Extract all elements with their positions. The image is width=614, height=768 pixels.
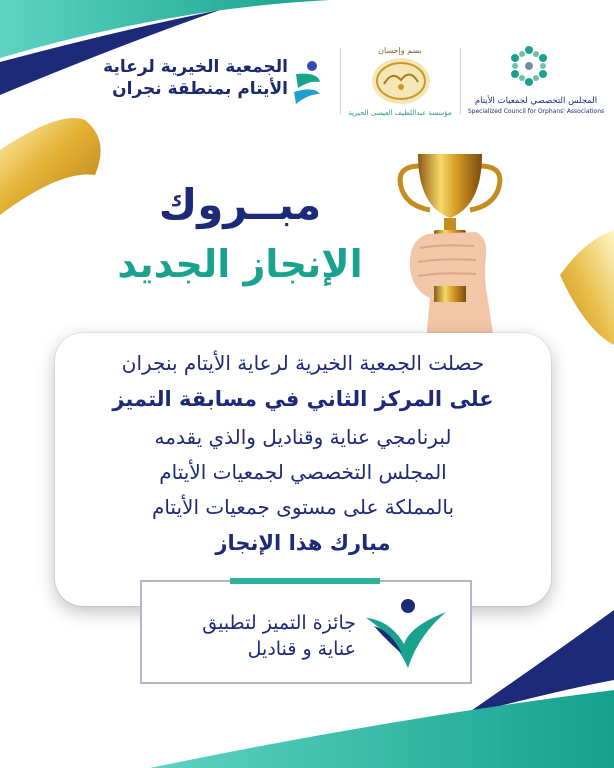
- council-name-ar: المجلس التخصصي لجمعيات الأيتام: [474, 96, 598, 106]
- message-line-4: المجلس التخصصي لجمعيات الأيتام: [159, 460, 447, 484]
- message-line-5: بالمملكة على مستوى جمعيات الأيتام: [151, 495, 455, 519]
- foundation-emblem-icon: [370, 56, 432, 106]
- charity-name-line2: الأيتام بمنطقة نجران: [112, 79, 288, 99]
- message-line-2: على المركز الثاني في مسابقة التميز: [112, 387, 494, 411]
- message-line-6: مبارك هذا الإنجاز: [215, 531, 391, 555]
- charity-logo-text: [88, 56, 288, 100]
- trophy-hand-image: [390, 148, 510, 340]
- message-line-3: لبرنامجي عناية وقناديل والذي يقدمه: [154, 425, 452, 449]
- bottom-teal-swoosh: [150, 690, 614, 768]
- message-line-1: حصلت الجمعية الخيرية لرعاية الأيتام بنجران: [121, 351, 485, 375]
- header-divider-1: [340, 48, 341, 114]
- header: [0, 38, 614, 128]
- foundation-small-top: بسم وإحسان: [378, 46, 422, 55]
- headline-new-achievement: الإنجاز الجديد: [117, 242, 363, 286]
- award-top-bar: [230, 578, 380, 584]
- gold-ribbon-left: [0, 118, 101, 215]
- council-star-logo-icon: [505, 42, 553, 90]
- council-name-en: Specialized Council for Orphans' Associations: [467, 108, 605, 115]
- award-person-logo-icon: [360, 596, 452, 670]
- award-box: [140, 580, 472, 684]
- foundation-name: مؤسسة عبداللطيف العيسى الخيرية: [348, 109, 452, 117]
- award-line-1: جائزة التميز لتطبيق: [202, 612, 356, 634]
- headline-congrats: مبــروك: [158, 180, 322, 229]
- gold-ribbon-right: [560, 230, 614, 345]
- charity-logo-icon: [290, 60, 326, 108]
- header-divider-2: [460, 48, 461, 114]
- message-card: [55, 333, 551, 606]
- charity-name-line1: الجمعية الخيرية لرعاية: [103, 57, 288, 77]
- award-text: [156, 610, 356, 662]
- award-line-2: عناية و قناديل: [247, 638, 356, 660]
